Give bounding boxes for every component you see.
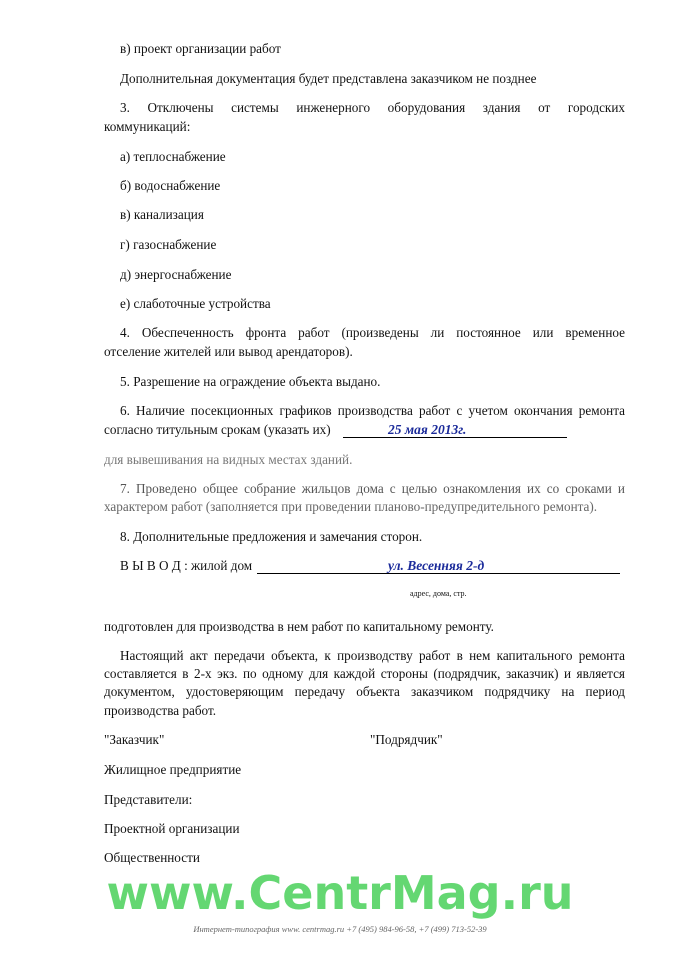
text-line: 8. Дополнительные предложения и замечания сторон. (120, 529, 423, 544)
text-line: составляется в 2-х экз. по одному для каждой стороны (подрядчик, заказчик) и является (104, 666, 625, 681)
text-line: 4. Обеспеченность фронта работ (произведены ли постоянное или временное (120, 325, 625, 340)
contractor-label: "Подрядчик" (370, 732, 443, 747)
text-line: для вывешивания на видных местах зданий. (104, 452, 353, 467)
text-line: 6. Наличие посекционных графиков производства работ с учетом окончания ремонта (120, 403, 625, 418)
list-item: б) водоснабжение (120, 178, 221, 193)
signatory-line: Общественности (104, 850, 200, 865)
address-field (257, 558, 620, 574)
text-line: Дополнительная документация будет представлена заказчиком не позднее (120, 71, 537, 86)
text-line: коммуникаций: (104, 119, 191, 134)
watermark: www.CentrMag.ru (106, 866, 574, 920)
text-line: отселение жителей или вывод арендаторов). (104, 344, 353, 359)
text-line: характером работ (заполняется при проведении планово-предупредительного ремонта). (104, 499, 598, 514)
list-item: д) энергоснабжение (120, 267, 232, 282)
footer: Интернет-типография www. centrmag.ru +7 (495) 984-96-58, +7 (499) 713-52-39 (193, 924, 487, 934)
address-caption: адрес, дома, стр. (410, 589, 467, 598)
signatory-line: Жилищное предприятие (104, 762, 242, 777)
signatory-line: Представители: (104, 792, 193, 807)
text-line: подготовлен для производства в нем работ по капитальному ремонту. (104, 619, 494, 634)
signatory-line: Проектной организации (104, 821, 240, 836)
text-line: согласно титульным срокам (указать их) (104, 422, 331, 437)
text-line: производства работ. (104, 703, 217, 718)
text-line: 7. Проведено общее собрание жильцов дома с целью ознакомления их со сроками и (120, 481, 625, 496)
customer-label: "Заказчик" (104, 732, 165, 747)
text-line: 5. Разрешение на ограждение объекта выдано. (120, 374, 381, 389)
conclusion-label: В Ы В О Д : жилой дом (120, 558, 253, 573)
list-item: в) канализация (120, 207, 204, 222)
list-item: а) теплоснабжение (120, 149, 226, 164)
deadline-value: 25 мая 2013г. (388, 422, 467, 437)
address-value: ул. Весенняя 2-д (388, 558, 485, 573)
text-line: 3. Отключены системы инженерного оборудования здания от городских (120, 100, 625, 115)
deadline-field (343, 422, 567, 438)
text-line: в) проект организации работ (120, 41, 281, 56)
text-line: документом, удостоверяющим передачу объекта заказчиком подрядчику на период (104, 684, 625, 699)
list-item: е) слаботочные устройства (120, 296, 271, 311)
text-line: Настоящий акт передачи объекта, к производству работ в нем капитального ремонта (120, 648, 625, 663)
list-item: г) газоснабжение (120, 237, 217, 252)
